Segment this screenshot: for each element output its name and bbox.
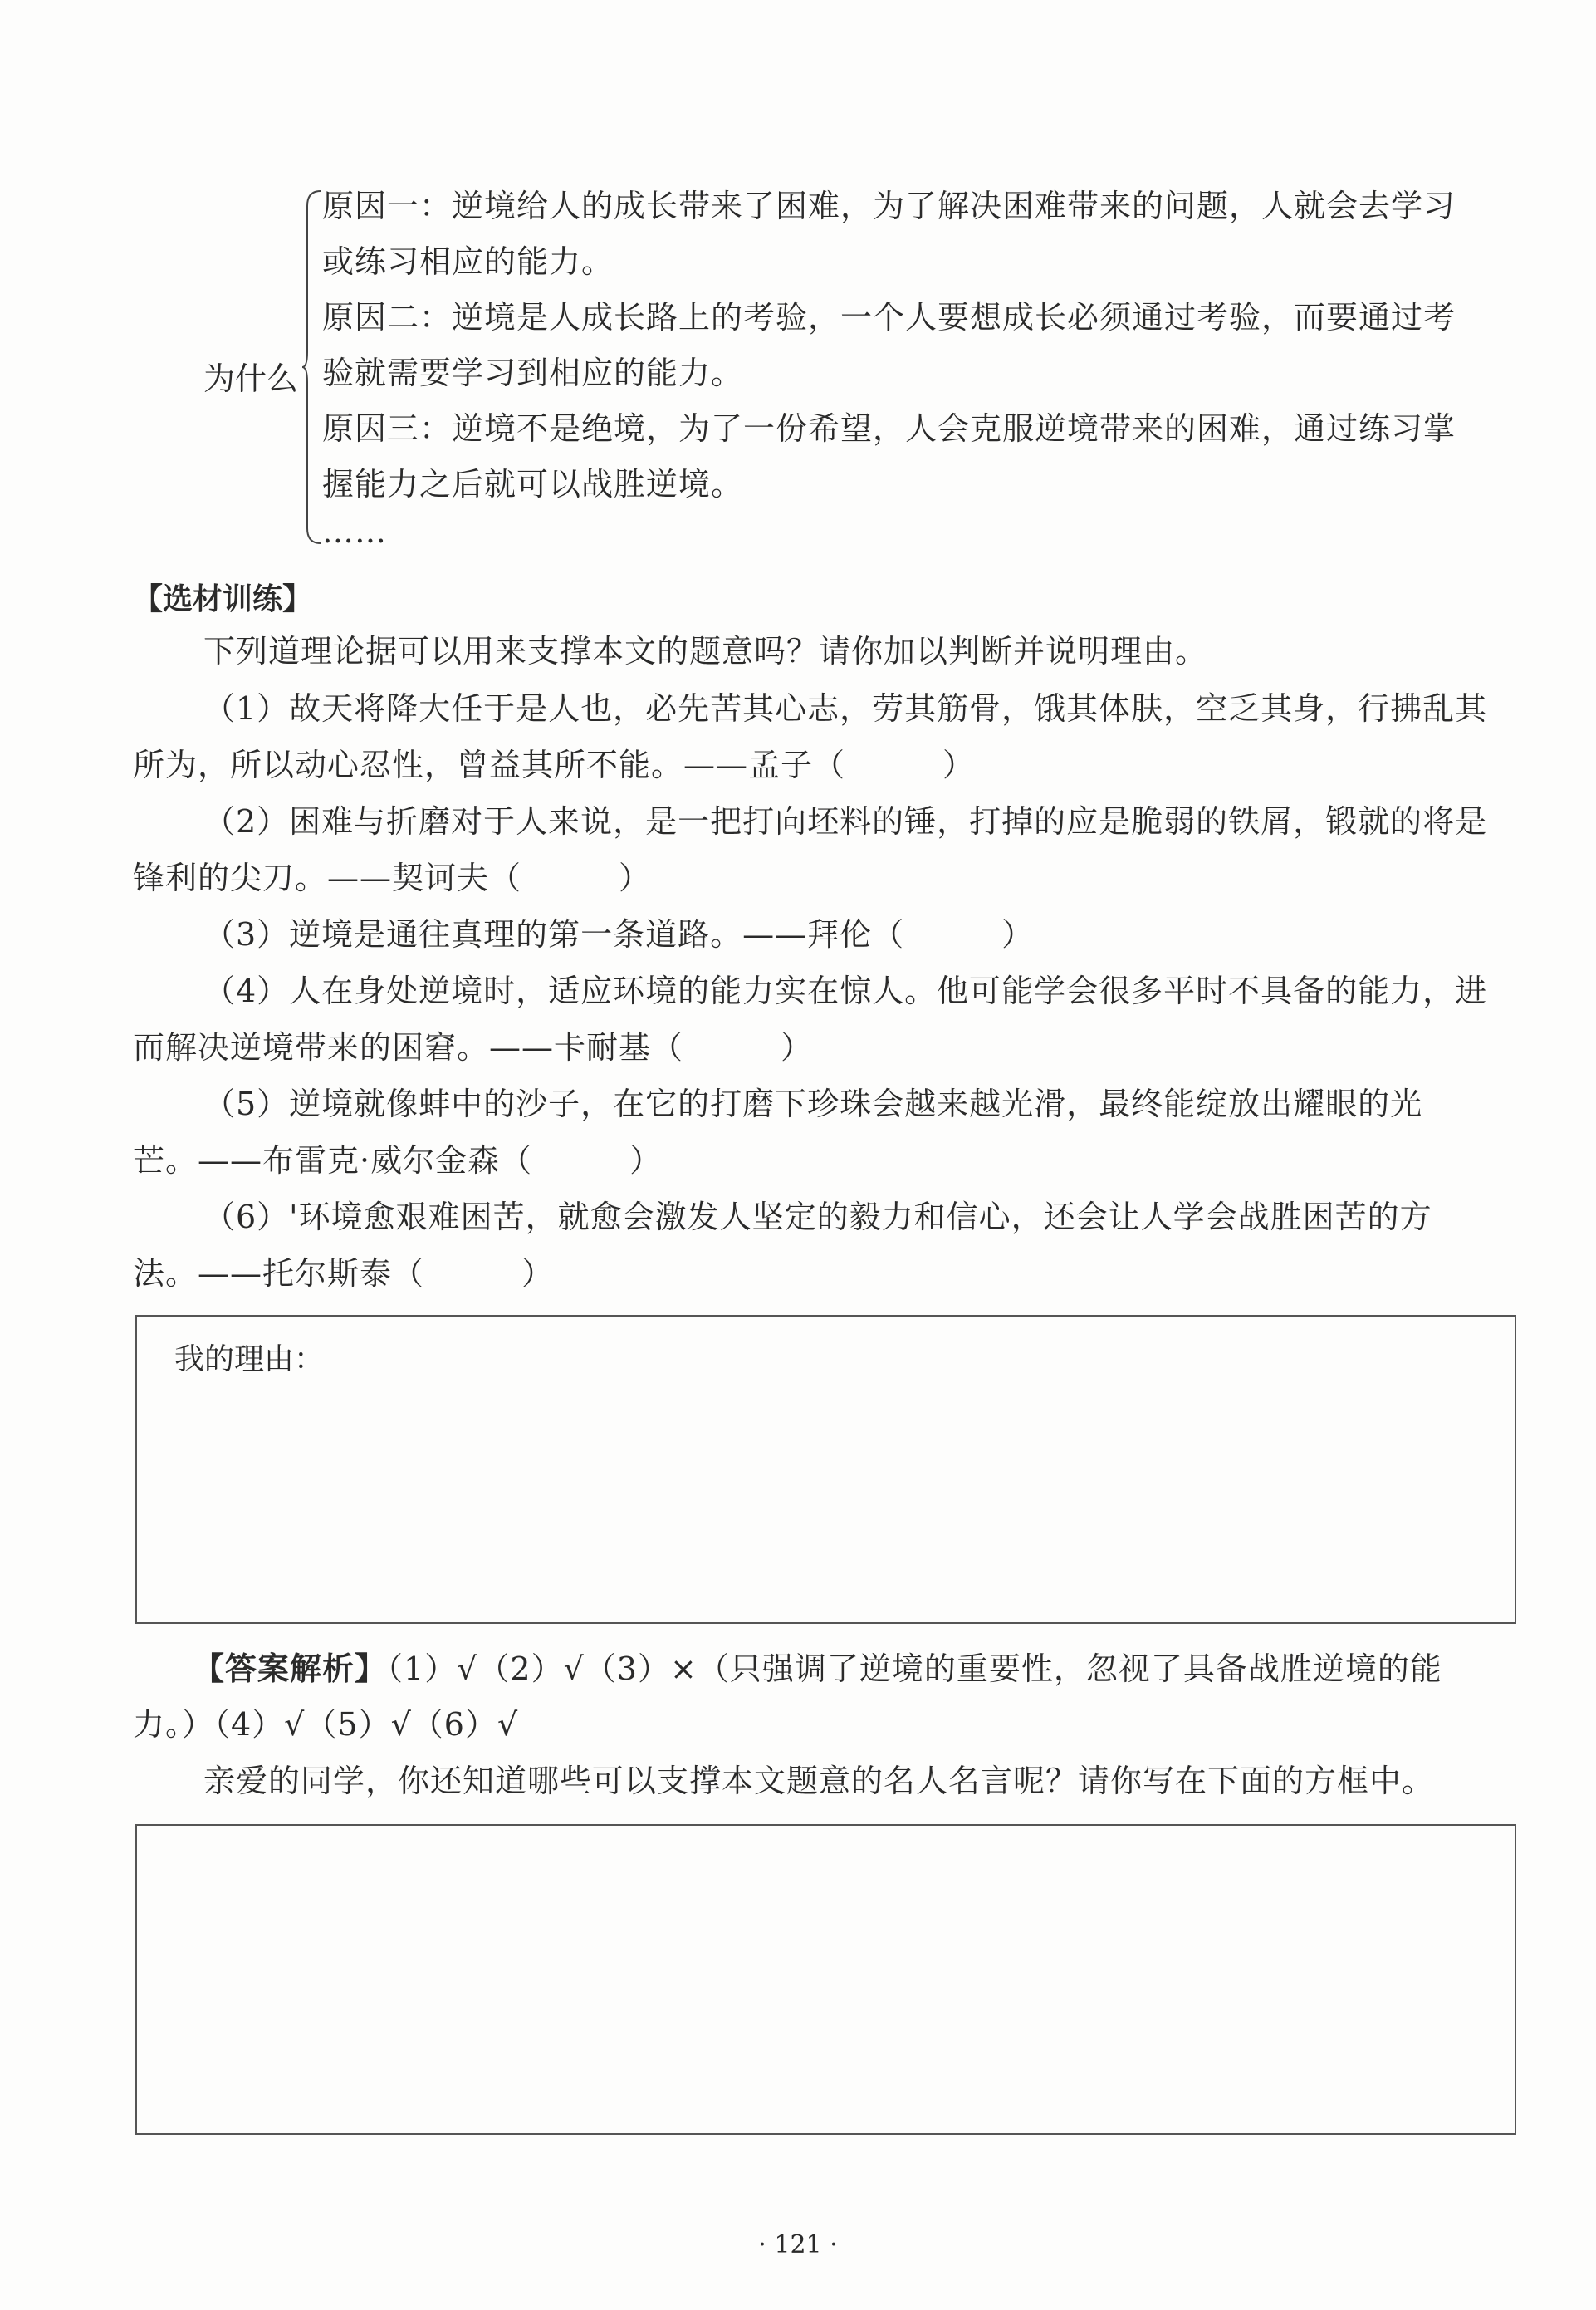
reason-label: 我的理由：	[174, 1342, 325, 1376]
item-4-line-1: （4）人在身处逆境时，适应环境的能力实在惊人。他可能学会很多平时不具备的能力，进	[203, 973, 1488, 1009]
reason-2-line-1: 原因二：逆境是人成长路上的考验，一个人要想成长必须通过考验，而要通过考	[322, 299, 1456, 336]
answer-heading: 【答案解析】	[193, 1650, 388, 1687]
item-6-line-2: 法。——托尔斯泰（ ）	[133, 1255, 555, 1292]
item-5-line-2: 芒。——布雷克·威尔金森（ ）	[133, 1142, 663, 1179]
item-2-line-2: 锋利的尖刀。——契诃夫（ ）	[133, 860, 652, 896]
item-1-line-1: （1）故天将降大任于是人也，必先苦其心志，劳其筋骨，饿其体肤，空乏其身，行拂乱其	[203, 690, 1488, 727]
answer-line-1	[193, 1647, 1442, 1690]
answer-line-2: 力。）（4）√（5）√（6）√	[133, 1706, 519, 1743]
ellipsis: ……	[322, 513, 387, 550]
item-3: （3）逆境是通往真理的第一条道路。——拜伦（ ）	[203, 916, 1035, 953]
item-1-line-2: 所为，所以动心忍性，曾益其所不能。——孟子（ ）	[133, 747, 976, 783]
quote-answer-box[interactable]	[135, 1824, 1516, 2135]
page-number: · 121 ·	[758, 2230, 838, 2259]
item-6-line-1: （6）'环境愈艰难困苦，就愈会激发人坚定的毅力和信心，还会让人学会战胜困苦的方	[203, 1199, 1432, 1235]
reason-3-line-1: 原因三：逆境不是绝境，为了一份希望，人会克服逆境带来的困难，通过练习掌	[322, 410, 1456, 447]
reason-1-line-2: 或练习相应的能力。	[322, 243, 614, 280]
reason-3-line-2: 握能力之后就可以战胜逆境。	[322, 466, 744, 503]
reason-1-line-1: 原因一：逆境给人的成长带来了困难，为了解决困难带来的问题，人就会去学习	[322, 188, 1456, 224]
answer-text-1: （1）√（2）√（3）×（只强调了逆境的重要性，忽视了具备战胜逆境的能	[387, 1650, 1442, 1687]
quote-prompt: 亲爱的同学，你还知道哪些可以支撑本文题意的名人名言呢？请你写在下面的方框中。	[203, 1763, 1435, 1799]
section-intro: 下列道理论据可以用来支撑本文的题意吗？请你加以判断并说明理由。	[203, 633, 1208, 669]
reason-2-line-2: 验就需要学习到相应的能力。	[322, 355, 744, 391]
why-label: 为什么	[203, 360, 299, 397]
reason-answer-box[interactable]	[135, 1315, 1516, 1624]
section-heading: 【选材训练】	[133, 582, 313, 616]
item-4-line-2: 而解决逆境带来的困窘。——卡耐基（ ）	[133, 1029, 814, 1066]
curly-brace-icon	[302, 189, 322, 545]
item-2-line-1: （2）困难与折磨对于人来说，是一把打向坯料的锤，打掉的应是脆弱的铁屑，锻就的将是	[203, 803, 1488, 840]
item-5-line-1: （5）逆境就像蚌中的沙子，在它的打磨下珍珠会越来越光滑，最终能绽放出耀眼的光	[203, 1086, 1423, 1122]
